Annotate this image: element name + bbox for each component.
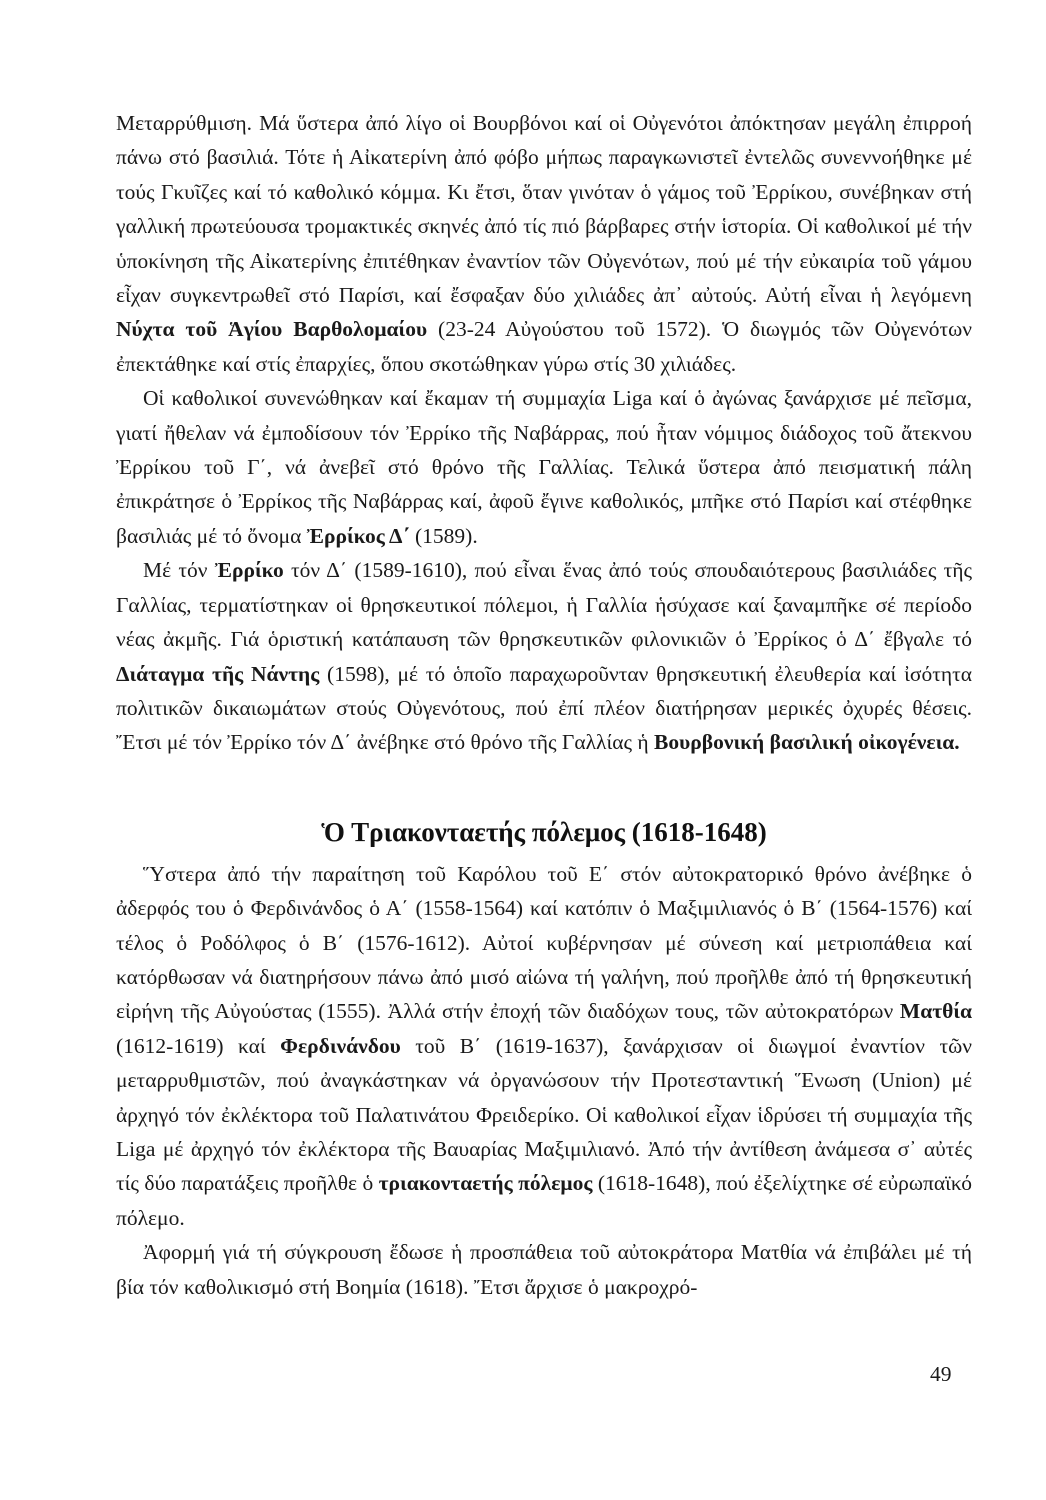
page-number: 49 <box>930 1362 952 1386</box>
emphasis: τριακονταετής πόλεμος <box>378 1171 593 1196</box>
section-heading: Ὁ Τριακονταετής πόλεμος (1618-1648) <box>321 816 767 847</box>
emphasis: Νύχτα τοῦ Ἁγίου Βαρθολομαίου <box>116 317 428 342</box>
emphasis: Διάταγμα τῆς Νάντης <box>116 661 320 686</box>
paragraph: Ἀφορμή γιά τή σύγκρουση ἔδωσε ἡ προσπάθεια τοῦ αὐτοκράτορα Ματθία νά ἐπιβάλει μέ τή βία τόν καθολικισμό στή Βοημία (1618). Ἔτσι ἄρχισε ὁ μακροχρό- <box>116 1240 972 1299</box>
paragraph: Οἱ καθολικοί συνενώθηκαν καί ἔκαμαν τή συμμαχία Liga καί ὁ ἀγώνας ξανάρχισε μέ πεῖσμα, γιατί ἤθελαν νά ἐμποδίσουν τόν Ἐρρίκο τῆς Ναβάρρας, πού ἦταν νόμιμος διάδοχος τοῦ ἄτεκνου Ἐρρίκου τοῦ Γ΄, νά ἀνεβεῖ στό θρόνο τῆς Γαλλίας. Τελικά ὕστερα ἀπό πεισματική πάλη ἐπικράτησε ὁ Ἐρρίκος τῆς Ναβάρρας καί, ἀφοῦ ἔγινε καθολικός, μπῆκε στό Παρίσι καί στέφθηκε βασιλιάς μέ τό ὄνομα Ἐρρίκος Δ΄ (1589). <box>116 386 972 548</box>
paragraph: Ὕστερα ἀπό τήν παραίτηση τοῦ Καρόλου τοῦ Ε΄ στόν αὐτοκρατορικό θρόνο ἀνέβηκε ὁ ἀδερφός του ὁ Φερδινάνδος ὁ Α΄ (1558-1564) καί κατόπιν ὁ Μαξιμιλιανός ὁ Β΄ (1564-1576) καί τέλος ὁ Ροδόλφος ὁ Β΄ (1576-1612). Αὐτοί κυβέρνησαν μέ σύνεση καί μετριοπάθεια καί κατόρθωσαν νά διατηρήσουν πάνω ἀπό μισό αἰώνα τή γαλήνη, πού προῆλθε ἀπό τή θρησκευτική εἰρήνη τῆς Αὐγούστας (1555). Ἀλλά στήν ἐποχή τῶν διαδόχων τους, τῶν αὐτοκρατόρων Ματθία (1612-1619) καί Φερδινάνδου τοῦ Β΄ (1619-1637), ξανάρχισαν οἱ διωγμοί ἐναντίον τῶν μεταρρυθμιστῶν, πού ἀναγκάστηκαν νά ὀργανώσουν τήν Προτεσταντική Ἕνωση (Union) μέ ἀρχηγό τόν ἐκλέκτορα τοῦ Παλατινάτου Φρειδερίκο. Οἱ καθολικοί εἶχαν ἱδρύσει τή συμμαχία τῆς Liga μέ ἀρχηγό τόν ἐκλέκτορα τῆς Βαυαρίας Μαξιμιλιανό. Ἀπό τήν ἀντίθεση ἀνάμεσα σ᾿ αὐτές τίς δύο παρατάξεις προῆλθε ὁ τριακονταετής πόλεμος (1618-1648), πού ἐξελίχτηκε σέ εὐρωπαϊκό πόλεμο. <box>116 861 972 1230</box>
emphasis: Φερδινάνδου <box>280 1033 401 1058</box>
emphasis: Ἐρρίκο <box>214 558 284 583</box>
paragraph: Μεταρρύθμιση. Μά ὕστερα ἀπό λίγο οἱ Βουρβόνοι καί οἱ Οὐγενότοι ἀπόκτησαν μεγάλη ἐπιρροή πάνω στό βασιλιά. Τότε ἡ Αἰκατερίνη ἀπό φόβο μήπως παραγκωνιστεῖ ἐντελῶς συνεννοήθηκε μέ τούς Γκυῖζες καί τό καθολικό κόμμα. Κι ἔτσι, ὅταν γινόταν ὁ γάμος τοῦ Ἐρρίκου, συνέβηκαν στή γαλλική πρωτεύουσα τρομακτικές σκηνές ἀπό τίς πιό βάρβαρες στήν ἱστορία. Οἱ καθολικοί μέ τήν ὑποκίνηση τῆς Αἰκατερίνης ἐπιτέθηκαν ἐναντίον τῶν Οὐγενότων, πού μέ τήν εὐκαιρία τοῦ γάμου εἶχαν συγκεντρωθεῖ στό Παρίσι, καί ἔσφαξαν δύο χιλιάδες ἀπ᾿ αὐτούς. Αὐτή εἶναι ἡ λεγόμενη Νύχτα τοῦ Ἁγίου Βαρθολομαίου (23-24 Αὐγούστου τοῦ 1572). Ὁ διωγμός τῶν Οὐγενότων ἐπεκτάθηκε καί στίς ἐπαρχίες, ὅπου σκοτώθηκαν γύρω στίς 30 χιλιάδες. <box>116 111 972 376</box>
page-body <box>116 106 972 1304</box>
emphasis: Βουρβονική βασιλική οἰκογένεια. <box>654 730 960 755</box>
paragraph: Μέ τόν Ἐρρίκο τόν Δ΄ (1589-1610), πού εἶναι ἕνας ἀπό τούς σπουδαιότερους βασιλιάδες τῆς Γαλλίας, τερματίστηκαν οἱ θρησκευτικοί πόλεμοι, ἡ Γαλλία ἡσύχασε καί ξαναμπῆκε σέ περίοδο νέας ἀκμῆς. Γιά ὁριστική κατάπαυση τῶν θρησκευτικῶν φιλονικιῶν ὁ Ἐρρίκος ὁ Δ΄ ἔβγαλε τό Διάταγμα τῆς Νάντης (1598), μέ τό ὁποῖο παραχωροῦνταν θρησκευτική ἐλευθερία καί ἰσότητα πολιτικῶν δικαιωμάτων στούς Οὐγενότους, πού ἐπί πλέον διατήρησαν μερικές ὀχυρές θέσεις. Ἔτσι μέ τόν Ἐρρίκο τόν Δ΄ ἀνέβηκε στό θρόνο τῆς Γαλλίας ἡ Βουρβονική βασιλική οἰκογένεια. <box>116 558 972 755</box>
emphasis: Ἐρρίκος Δ΄ <box>306 523 410 548</box>
emphasis: Ματθία <box>899 999 972 1024</box>
